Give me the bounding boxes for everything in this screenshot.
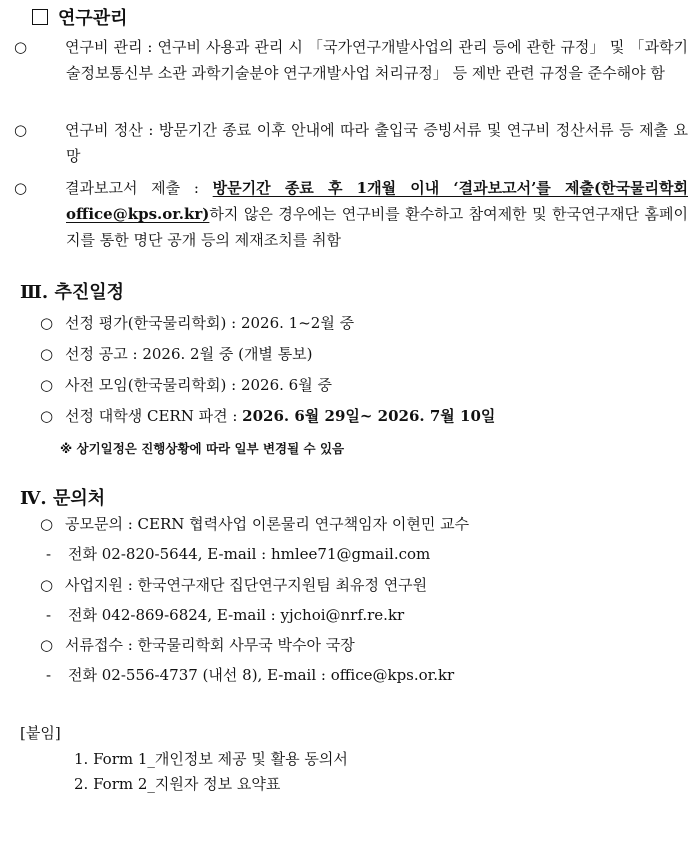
attachment-item: 1. Form 1_개인정보 제공 및 활용 동의서 bbox=[74, 750, 348, 768]
research-item-report bbox=[14, 175, 688, 253]
circle-bullet: ○ bbox=[40, 576, 54, 594]
circle-bullet: ○ bbox=[14, 121, 28, 139]
schedule-item bbox=[40, 374, 332, 395]
contact-detail-text: 전화 02-556-4737 (내선 8), E-mail : office@kps.or.kr bbox=[68, 666, 455, 684]
circle-bullet: ○ bbox=[40, 515, 54, 533]
schedule-item bbox=[40, 405, 495, 426]
dash-bullet: - bbox=[46, 666, 52, 684]
circle-bullet: ○ bbox=[40, 345, 54, 363]
section-schedule-number: Ⅲ. bbox=[20, 282, 49, 303]
dash-bullet: - bbox=[46, 545, 52, 563]
schedule-item-text: 선정 공고 : 2026. 2월 중 (개별 통보) bbox=[65, 345, 313, 363]
contact-item bbox=[40, 574, 427, 595]
schedule-item-prefix: 선정 대학생 CERN 파견 : bbox=[65, 407, 243, 425]
schedule-note: ※ 상기일정은 진행상황에 따라 일부 변경될 수 있음 bbox=[60, 441, 345, 456]
report-prefix: 결과보고서 제출 : bbox=[65, 179, 213, 197]
research-item-budget bbox=[14, 34, 688, 86]
section-contact-heading bbox=[20, 484, 105, 510]
schedule-item-text: 선정 평가(한국물리학회) : 2026. 1~2월 중 bbox=[65, 314, 355, 332]
contact-detail-text: 전화 042-869-6824, E-mail : yjchoi@nrf.re.kr bbox=[68, 606, 405, 624]
section-research-title: 연구관리 bbox=[58, 8, 128, 29]
schedule-item bbox=[40, 312, 354, 333]
section-schedule-heading bbox=[20, 278, 124, 304]
contact-detail bbox=[46, 664, 454, 685]
research-item-text: 연구비 정산 : 방문기간 종료 이후 안내에 따라 출입국 증빙서류 및 연구비 정산서류 등 제출 요망 bbox=[65, 121, 688, 165]
circle-bullet: ○ bbox=[40, 407, 54, 425]
circle-bullet: ○ bbox=[40, 314, 54, 332]
section-research-heading bbox=[32, 4, 128, 30]
contact-item bbox=[40, 513, 469, 534]
circle-bullet: ○ bbox=[40, 636, 54, 654]
contact-item bbox=[40, 634, 355, 655]
dash-bullet: - bbox=[46, 606, 52, 624]
contact-detail bbox=[46, 543, 430, 564]
research-item-text: 연구비 관리 : 연구비 사용과 관리 시 「국가연구개발사업의 관리 등에 관한 규정」 및 「과학기술정보통신부 소관 과학기술분야 연구개발사업 처리규정」 등 제반 관련 규정을 준수해야 함 bbox=[65, 38, 688, 82]
attachments-label: [붙임] bbox=[20, 724, 61, 742]
schedule-item bbox=[40, 343, 313, 364]
schedule-item-emphasis: 2026. 6월 29일~ 2026. 7월 10일 bbox=[242, 407, 496, 425]
research-item-settlement bbox=[14, 117, 688, 169]
section-schedule-title: 추진일정 bbox=[54, 282, 125, 303]
contact-item-text: 공모문의 : CERN 협력사업 이론물리 연구책임자 이현민 교수 bbox=[65, 515, 470, 533]
section-contact-number: Ⅳ. bbox=[20, 488, 47, 509]
circle-bullet: ○ bbox=[14, 179, 28, 197]
contact-detail-text: 전화 02-820-5644, E-mail : hmlee71@gmail.com bbox=[68, 545, 431, 563]
section-contact-title: 문의처 bbox=[52, 488, 106, 509]
report-emphasis: 방문기간 종료 후 1개월 이내 ‘결과보고서’를 제출(한국물리학회 office@kps.or.kr) bbox=[66, 179, 688, 223]
contact-item-text: 서류접수 : 한국물리학회 사무국 박수아 국장 bbox=[65, 636, 355, 654]
contact-detail bbox=[46, 604, 404, 625]
schedule-item-text: 사전 모임(한국물리학회) : 2026. 6월 중 bbox=[65, 376, 332, 394]
checkbox-square-icon bbox=[32, 9, 48, 25]
circle-bullet: ○ bbox=[14, 38, 28, 56]
contact-item-text: 사업지원 : 한국연구재단 집단연구지원팀 최유정 연구원 bbox=[65, 576, 428, 594]
circle-bullet: ○ bbox=[40, 376, 54, 394]
attachment-item: 2. Form 2_지원자 정보 요약표 bbox=[74, 775, 281, 793]
report-suffix: 하지 않은 경우에는 연구비를 환수하고 참여제한 및 한국연구재단 홈페이지를 통한 명단 공개 등의 제재조치를 취함 bbox=[66, 205, 688, 249]
